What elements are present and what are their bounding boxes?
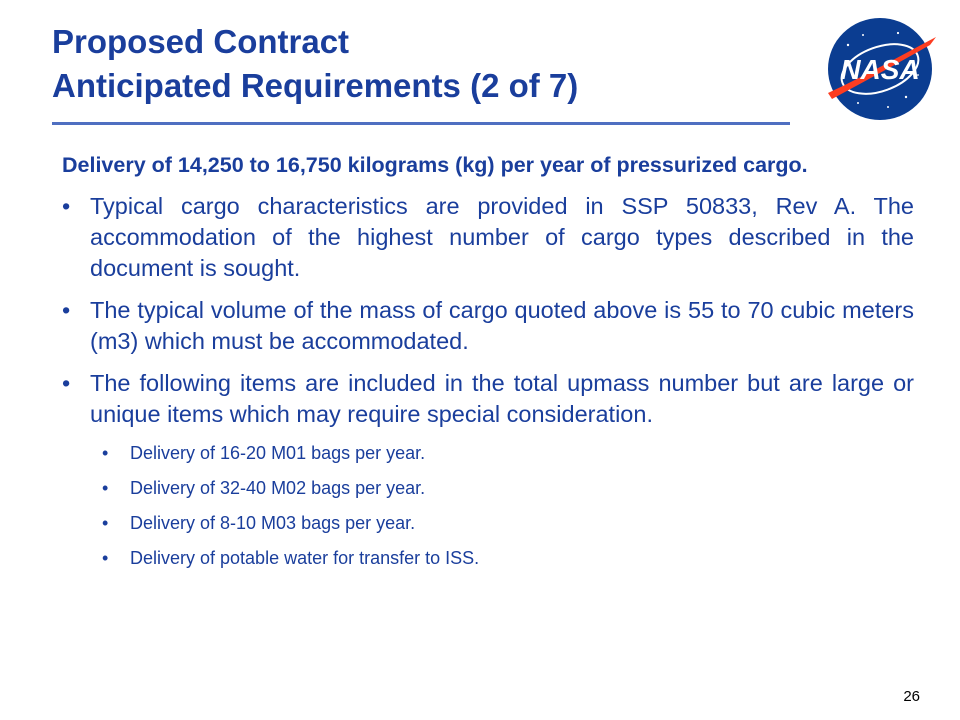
sub-bullet-item [62, 512, 914, 534]
sub-bullet-marker: • [102, 513, 109, 533]
nasa-meatball-icon [818, 15, 942, 123]
bullet-text: The typical volume of the mass of cargo quoted above is 55 to 70 cubic meters (m3) which must be accommodated. [90, 297, 914, 354]
bullet-marker: • [62, 297, 71, 323]
bullet-item [62, 368, 914, 569]
sub-bullet-list [90, 442, 914, 569]
bullet-item [62, 295, 914, 357]
sub-bullet-text: Delivery of 16-20 M01 bags per year. [130, 443, 426, 463]
slide-title [52, 20, 812, 108]
sub-bullet-text: Delivery of 8-10 M03 bags per year. [130, 513, 416, 533]
sub-bullet-marker: • [102, 548, 109, 568]
slide-body [62, 150, 914, 582]
lead-statement: Delivery of 14,250 to 16,750 kilograms (kg) per year of pressurized cargo. [62, 153, 808, 177]
sub-bullet-marker: • [102, 443, 109, 463]
sub-bullet-item [62, 477, 914, 499]
title-line-1: Proposed Contract [52, 23, 350, 60]
sub-bullet-text: Delivery of 32-40 M02 bags per year. [130, 478, 426, 498]
page-number: 26 [903, 688, 920, 705]
bullet-text: The following items are included in the total upmass number but are large or unique items which may require special consideration. [90, 370, 914, 427]
bullet-text: Typical cargo characteristics are provided in SSP 50833, Rev A. The accommodation of the highest number of cargo types described in the document is sought. [90, 193, 914, 281]
bullet-marker: • [62, 370, 71, 396]
bullet-list [62, 191, 914, 569]
sub-bullet-item [62, 442, 914, 464]
title-divider [52, 122, 790, 125]
nasa-logo-text: NASA [840, 54, 920, 85]
title-line-2: Anticipated Requirements (2 of 7) [52, 67, 579, 104]
sub-bullet-item [62, 547, 914, 569]
sub-bullet-text: Delivery of potable water for transfer to ISS. [130, 548, 480, 568]
bullet-item [62, 191, 914, 284]
bullet-marker: • [62, 193, 71, 219]
sub-bullet-marker: • [102, 478, 109, 498]
